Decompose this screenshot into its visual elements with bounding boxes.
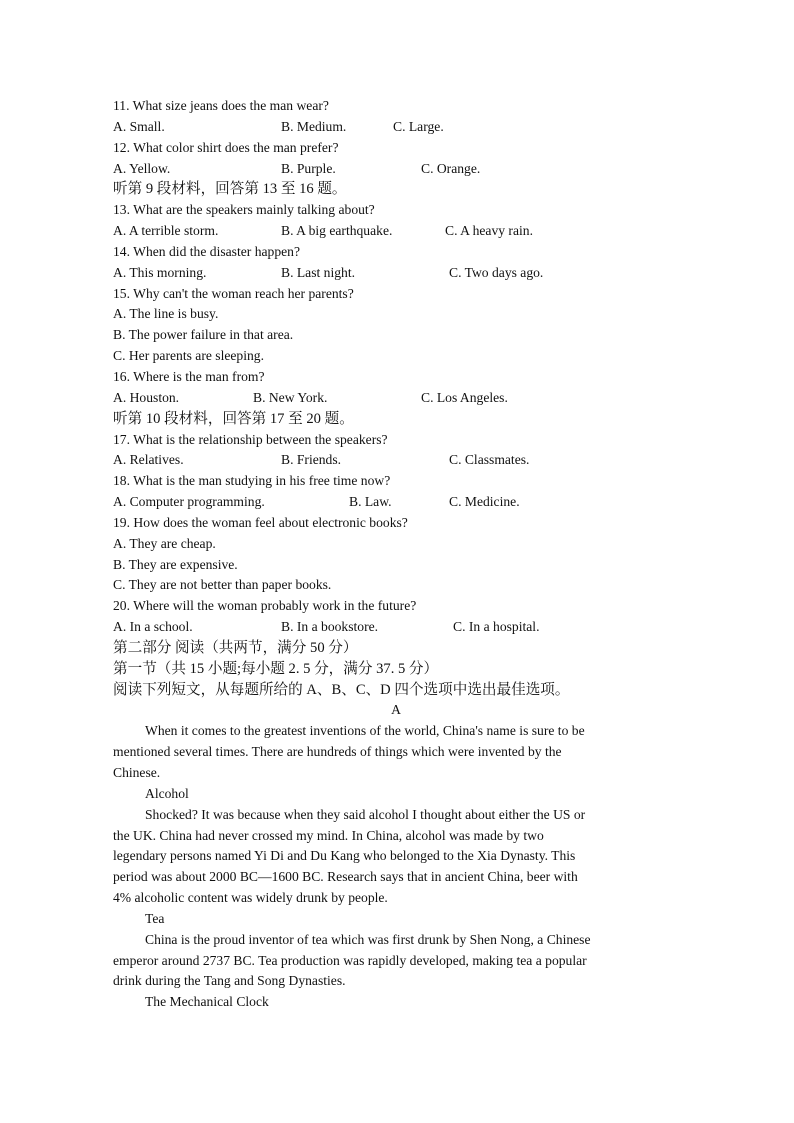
option-c: C. Los Angeles. [421, 389, 508, 405]
question-12: 12. What color shirt does the man prefer? [113, 139, 339, 155]
option-b: B. They are expensive. [113, 556, 238, 572]
options-17 [113, 450, 679, 471]
options-20 [113, 617, 679, 638]
option-b: B. The power failure in that area. [113, 327, 294, 343]
section-9-heading: 听第 9 段材料，回答第 13 至 16 题。 [113, 181, 347, 198]
option-c: C. A heavy rain. [445, 223, 533, 239]
option-b: B. Law. [349, 494, 392, 510]
reading-instruction: 阅读下列短文，从每题所给的 A、B、C、D 四个选项中选出最佳选项。 [113, 681, 570, 698]
subheading-alcohol: Alcohol [145, 785, 189, 801]
options-12 [113, 159, 679, 180]
paragraph-line: drink during the Tang and Song Dynasties. [113, 973, 346, 989]
option-c: C. Orange. [421, 160, 481, 176]
option-c: C. Her parents are sleeping. [113, 348, 264, 364]
option-c: C. Medicine. [449, 494, 520, 510]
option-a: A. This morning. [113, 264, 207, 280]
question-14: 14. When did the disaster happen? [113, 243, 300, 259]
option-a: A. The line is busy. [113, 306, 219, 322]
option-a: A. Yellow. [113, 160, 171, 176]
paragraph-line: emperor around 2737 BC. Tea production was rapidly developed, making tea a popular [113, 952, 587, 968]
paragraph-line: China is the proud inventor of tea which was first drunk by Shen Nong, a Chinese [145, 931, 591, 947]
paragraph-line: mentioned several times. There are hundreds of things which were invented by the [113, 744, 562, 760]
section-1-heading: 第一节（共 15 小题;每小题 2. 5 分，满分 37. 5 分） [113, 660, 439, 677]
question-20: 20. Where will the woman probably work in the future? [113, 598, 417, 614]
question-19: 19. How does the woman feel about electronic books? [113, 514, 408, 530]
option-a: A. A terrible storm. [113, 223, 219, 239]
option-a: A. Houston. [113, 389, 180, 405]
question-13: 13. What are the speakers mainly talking about? [113, 202, 375, 218]
option-b: B. Purple. [281, 160, 336, 176]
paragraph-line: period was about 2000 BC—1600 BC. Research says that in ancient China, beer with [113, 869, 578, 885]
subheading-mechanical-clock: The Mechanical Clock [145, 994, 269, 1010]
question-17: 17. What is the relationship between the speakers? [113, 431, 388, 447]
passage-label: A [391, 702, 401, 718]
option-a: A. Computer programming. [113, 494, 265, 510]
option-c: C. In a hospital. [453, 619, 540, 635]
paragraph-line: the UK. China had never crossed my mind. In China, alcohol was made by two [113, 827, 544, 843]
subheading-tea: Tea [145, 910, 165, 926]
paragraph-line: 4% alcoholic content was widely drunk by people. [113, 890, 388, 906]
option-b: B. Friends. [281, 452, 342, 468]
options-14 [113, 263, 679, 284]
options-13 [113, 221, 679, 242]
section-10-heading: 听第 10 段材料，回答第 17 至 20 题。 [113, 410, 354, 427]
options-18 [113, 492, 679, 513]
document-content [113, 96, 679, 1013]
part-2-title: 第二部分 阅读（共两节，满分 50 分） [113, 639, 358, 656]
option-b: B. Medium. [281, 118, 347, 134]
paragraph-line: When it comes to the greatest inventions of the world, China's name is sure to be [145, 723, 585, 739]
paragraph-line: legendary persons named Yi Di and Du Kang who belonged to the Xia Dynasty. This [113, 848, 576, 864]
option-a: A. Small. [113, 118, 165, 134]
paragraph-line: Chinese. [113, 765, 161, 780]
paragraph-line: Shocked? It was because when they said alcohol I thought about either the US or [145, 806, 586, 822]
option-b: B. In a bookstore. [281, 619, 379, 635]
option-a: A. Relatives. [113, 452, 184, 468]
option-b: B. A big earthquake. [281, 223, 393, 239]
question-16: 16. Where is the man from? [113, 368, 265, 384]
options-11 [113, 117, 679, 138]
question-18: 18. What is the man studying in his free time now? [113, 473, 391, 489]
option-a: A. In a school. [113, 619, 193, 635]
option-b: B. New York. [253, 389, 328, 405]
question-11: 11. What size jeans does the man wear? [113, 98, 329, 113]
option-c: C. Large. [393, 118, 444, 134]
option-a: A. They are cheap. [113, 535, 216, 551]
question-15: 15. Why can't the woman reach her parents? [113, 285, 354, 301]
option-b: B. Last night. [281, 264, 356, 280]
options-16 [113, 388, 679, 409]
option-c: C. Classmates. [449, 452, 530, 468]
option-c: C. They are not better than paper books. [113, 577, 332, 593]
option-c: C. Two days ago. [449, 264, 544, 280]
